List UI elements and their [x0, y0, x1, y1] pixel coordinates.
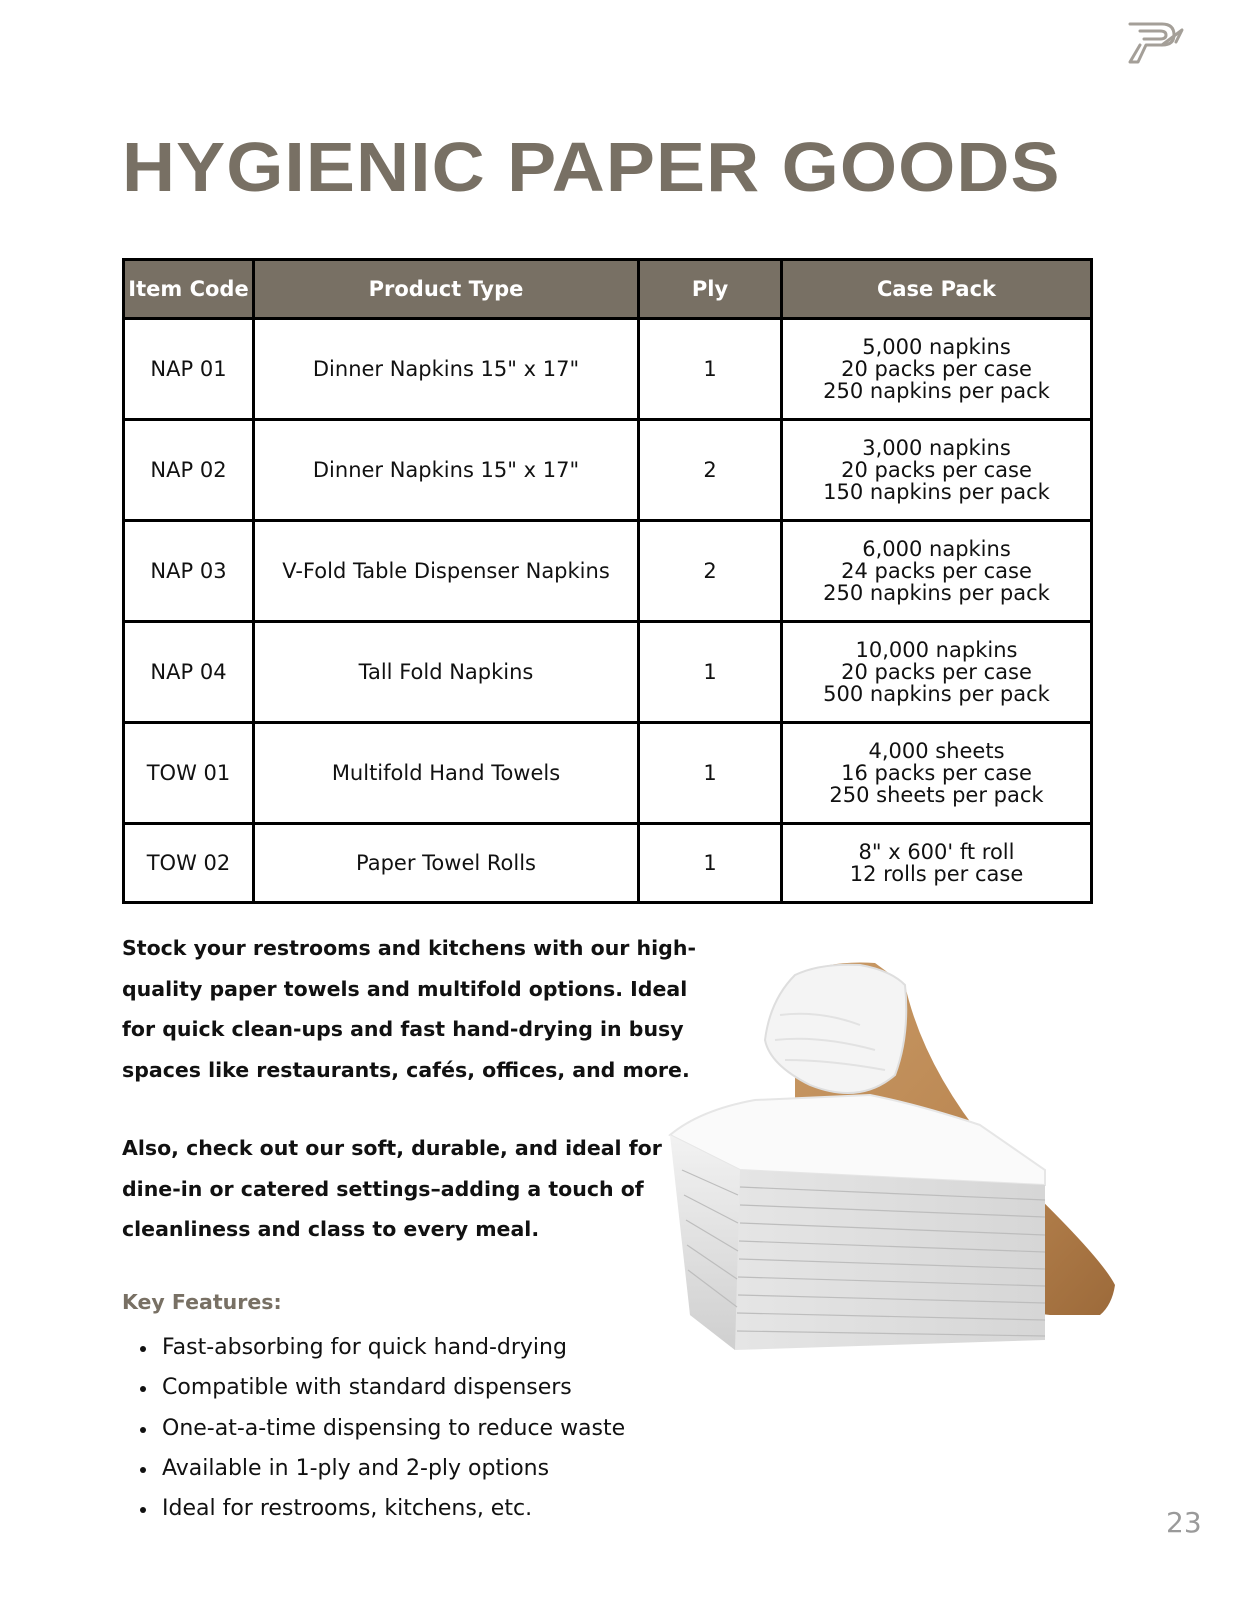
feature-item: Compatible with standard dispensers: [122, 1368, 625, 1408]
table-row: [124, 420, 1092, 521]
product-type-cell: V-Fold Table Dispenser Napkins: [254, 521, 639, 622]
case-pack-line: 500 napkins per pack: [823, 682, 1050, 706]
case-pack-line: 6,000 napkins: [862, 537, 1011, 561]
table-row: [124, 622, 1092, 723]
case-pack-line: 24 packs per case: [841, 559, 1032, 583]
case-pack-line: 250 napkins per pack: [823, 379, 1050, 403]
table-row: [124, 824, 1092, 903]
ply-cell: 1: [639, 622, 782, 723]
case-pack-line: 8" x 600' ft roll: [858, 840, 1015, 864]
ply-cell: 1: [639, 824, 782, 903]
bird-p-logo-icon: [1126, 18, 1186, 68]
header-product-type: Product Type: [254, 260, 639, 319]
product-type-cell: Paper Towel Rolls: [254, 824, 639, 903]
case-pack-line: 250 napkins per pack: [823, 581, 1050, 605]
feature-item: Fast-absorbing for quick hand-drying: [122, 1328, 625, 1368]
case-pack-cell: [782, 824, 1092, 903]
product-type-cell: Tall Fold Napkins: [254, 622, 639, 723]
ply-cell: 1: [639, 723, 782, 824]
ply-cell: 2: [639, 521, 782, 622]
case-pack-line: 5,000 napkins: [862, 335, 1011, 359]
header-item-code: Item Code: [124, 260, 254, 319]
product-table: [122, 258, 1093, 904]
item-code-cell: NAP 01: [124, 319, 254, 420]
case-pack-line: 20 packs per case: [841, 660, 1032, 684]
table-header-row: [124, 260, 1092, 319]
table-row: [124, 723, 1092, 824]
product-type-cell: Dinner Napkins 15" x 17": [254, 319, 639, 420]
case-pack-line: 4,000 sheets: [868, 739, 1005, 763]
case-pack-line: 150 napkins per pack: [823, 480, 1050, 504]
description-paragraph-1: Stock your restrooms and kitchens with our high-quality paper towels and multifold options. Ideal for quick clean-ups and fast hand-drying in busy spaces like restaurants, cafés, offices, and more.: [122, 936, 696, 1082]
description-paragraph-2: Also, check out our soft, durable, and ideal for dine-in or catered settings–adding a touch of cleanliness and class to every meal.: [122, 1136, 662, 1241]
product-type-cell: Multifold Hand Towels: [254, 723, 639, 824]
case-pack-cell: [782, 521, 1092, 622]
paper-towel-product-image: [660, 955, 1130, 1350]
feature-item: Available in 1-ply and 2-ply options: [122, 1449, 625, 1489]
feature-item: Ideal for restrooms, kitchens, etc.: [122, 1489, 625, 1529]
item-code-cell: TOW 02: [124, 824, 254, 903]
ply-cell: 2: [639, 420, 782, 521]
case-pack-line: 20 packs per case: [841, 458, 1032, 482]
case-pack-line: 250 sheets per pack: [829, 783, 1044, 807]
item-code-cell: NAP 02: [124, 420, 254, 521]
ply-cell: 1: [639, 319, 782, 420]
case-pack-cell: [782, 723, 1092, 824]
table-row: [124, 319, 1092, 420]
header-ply: Ply: [639, 260, 782, 319]
item-code-cell: NAP 04: [124, 622, 254, 723]
feature-item: One-at-a-time dispensing to reduce waste: [122, 1409, 625, 1449]
features-heading: Key Features:: [122, 1290, 282, 1314]
features-list: [122, 1328, 625, 1529]
item-code-cell: TOW 01: [124, 723, 254, 824]
item-code-cell: NAP 03: [124, 521, 254, 622]
product-type-cell: Dinner Napkins 15" x 17": [254, 420, 639, 521]
case-pack-cell: [782, 622, 1092, 723]
case-pack-line: 20 packs per case: [841, 357, 1032, 381]
case-pack-cell: [782, 319, 1092, 420]
case-pack-line: 12 rolls per case: [849, 862, 1024, 886]
case-pack-line: 3,000 napkins: [862, 436, 1011, 460]
case-pack-line: 16 packs per case: [841, 761, 1032, 785]
page-title: HYGIENIC PAPER GOODS: [122, 128, 1061, 206]
header-case-pack: Case Pack: [782, 260, 1092, 319]
page-number: 23: [1166, 1506, 1202, 1539]
case-pack-line: 10,000 napkins: [855, 638, 1018, 662]
case-pack-cell: [782, 420, 1092, 521]
table-row: [124, 521, 1092, 622]
